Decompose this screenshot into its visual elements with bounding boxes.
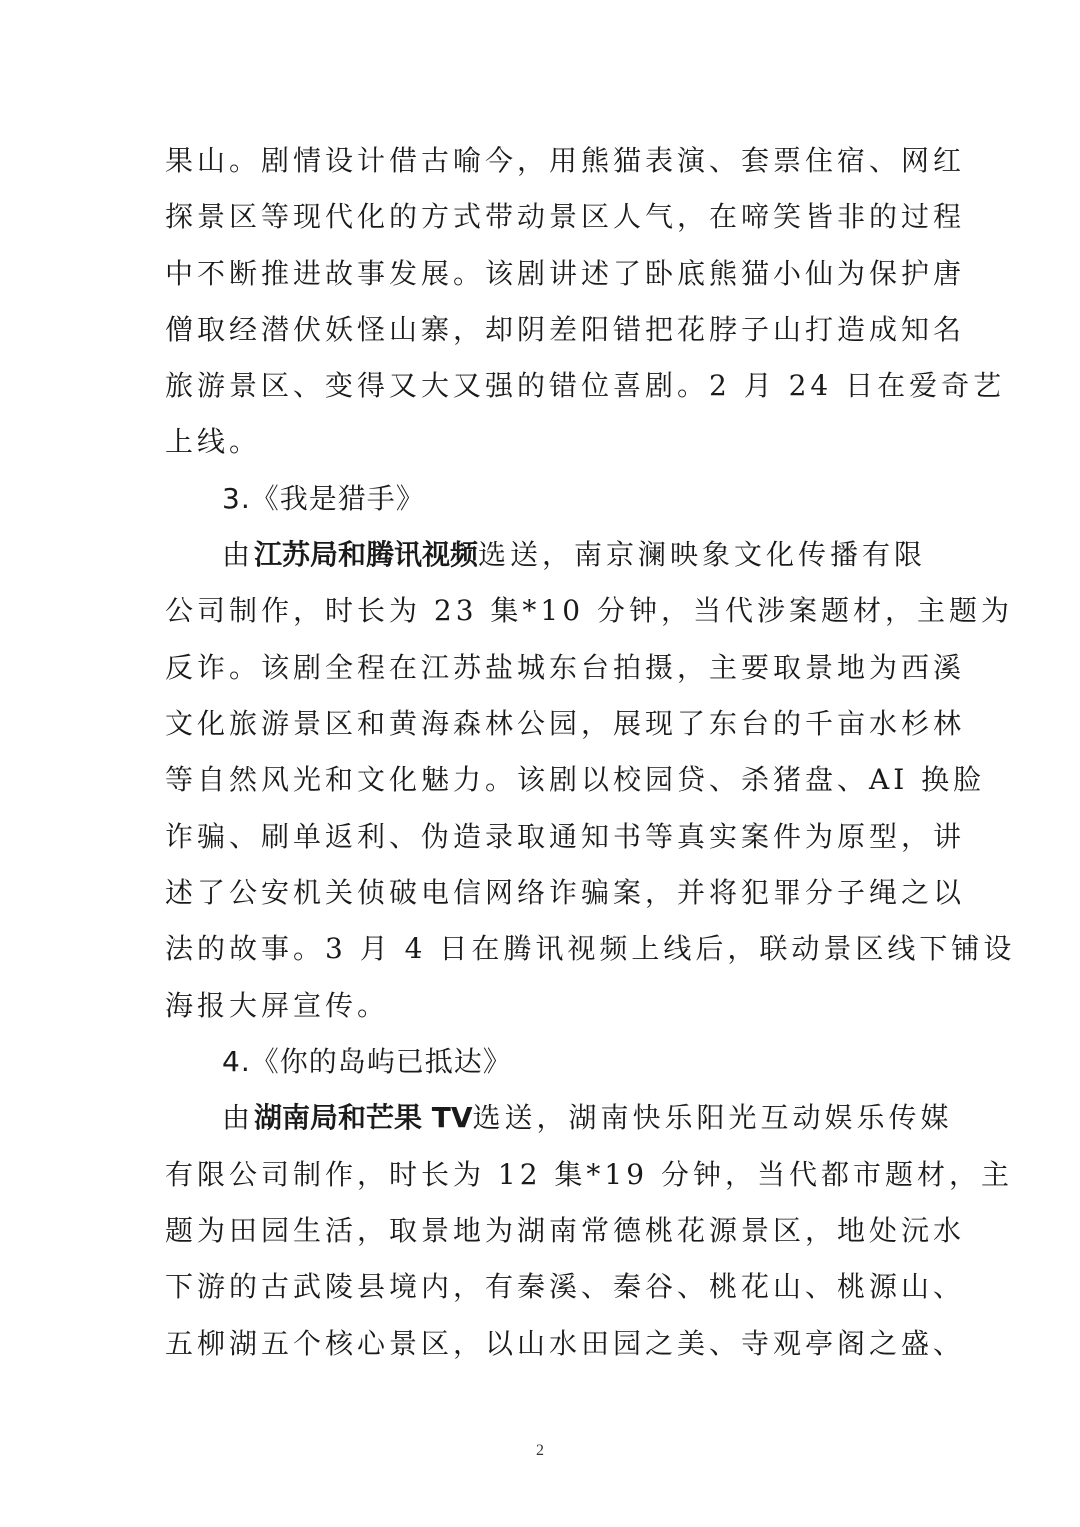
paragraph-2-line-3: 反诈。该剧全程在江苏盐城东台拍摄，主要取景地为西溪 <box>165 651 966 684</box>
paragraph-1-line-1: 果山。剧情设计借古喻今，用熊猫表演、套票住宿、网红 <box>165 144 966 177</box>
paragraph-1-line-6: 上线。 <box>165 425 262 458</box>
paragraph-2-line-5: 等自然风光和文化魅力。该剧以校园贷、杀猪盘、AI 换脸 <box>165 763 986 796</box>
paragraph-3-prefix: 由 <box>222 1101 255 1134</box>
paragraph-2-line-8: 法的故事。3 月 4 日在腾讯视频上线后，联动景区线下铺设 <box>165 932 1016 965</box>
paragraph-3-first-rest: 选送，湖南快乐阳光互动娱乐传媒 <box>472 1101 953 1134</box>
paragraph-2-line-6: 诈骗、刷单返利、伪造录取通知书等真实案件为原型，讲 <box>165 820 966 853</box>
paragraph-2-line-2: 公司制作，时长为 23 集*10 分钟，当代涉案题材，主题为 <box>165 594 1013 627</box>
paragraph-3-line-3: 题为田园生活，取景地为湖南常德桃花源景区，地处沅水 <box>165 1214 966 1247</box>
paragraph-2-line-7: 述了公安机关侦破电信网络诈骗案，并将犯罪分子绳之以 <box>165 876 966 909</box>
paragraph-2-first-rest: 选送，南京澜映象文化传播有限 <box>478 538 927 571</box>
section-heading-3: 3.《我是猎手》 <box>222 482 425 515</box>
paragraph-3-submitter: 湖南局和芒果 TV <box>254 1101 473 1134</box>
paragraph-2-prefix: 由 <box>222 538 255 571</box>
page-number: 2 <box>536 1442 544 1459</box>
paragraph-2-line-4: 文化旅游景区和黄海森林公园，展现了东台的千亩水杉林 <box>165 707 966 740</box>
section-heading-4: 4.《你的岛屿已抵达》 <box>222 1045 512 1078</box>
paragraph-2-line-1 <box>222 535 982 575</box>
paragraph-3-line-1 <box>222 1098 982 1138</box>
paragraph-3-line-5: 五柳湖五个核心景区，以山水田园之美、寺观亭阁之盛、 <box>165 1327 966 1360</box>
paragraph-1-line-4: 僧取经潜伏妖怪山寨，却阴差阳错把花脖子山打造成知名 <box>165 313 966 346</box>
paragraph-2-submitter: 江苏局和腾讯视频 <box>254 538 479 571</box>
paragraph-2-line-9: 海报大屏宣传。 <box>165 989 390 1022</box>
paragraph-1-line-3: 中不断推进故事发展。该剧讲述了卧底熊猫小仙为保护唐 <box>165 257 966 290</box>
paragraph-3-line-4: 下游的古武陵县境内，有秦溪、秦谷、桃花山、桃源山、 <box>165 1270 966 1303</box>
paragraph-1-line-2: 探景区等现代化的方式带动景区人气，在啼笑皆非的过程 <box>165 200 966 233</box>
paragraph-3-line-2: 有限公司制作，时长为 12 集*19 分钟，当代都市题材，主 <box>165 1158 1013 1191</box>
paragraph-1-line-5: 旅游景区、变得又大又强的错位喜剧。2 月 24 日在爱奇艺 <box>165 369 1006 402</box>
